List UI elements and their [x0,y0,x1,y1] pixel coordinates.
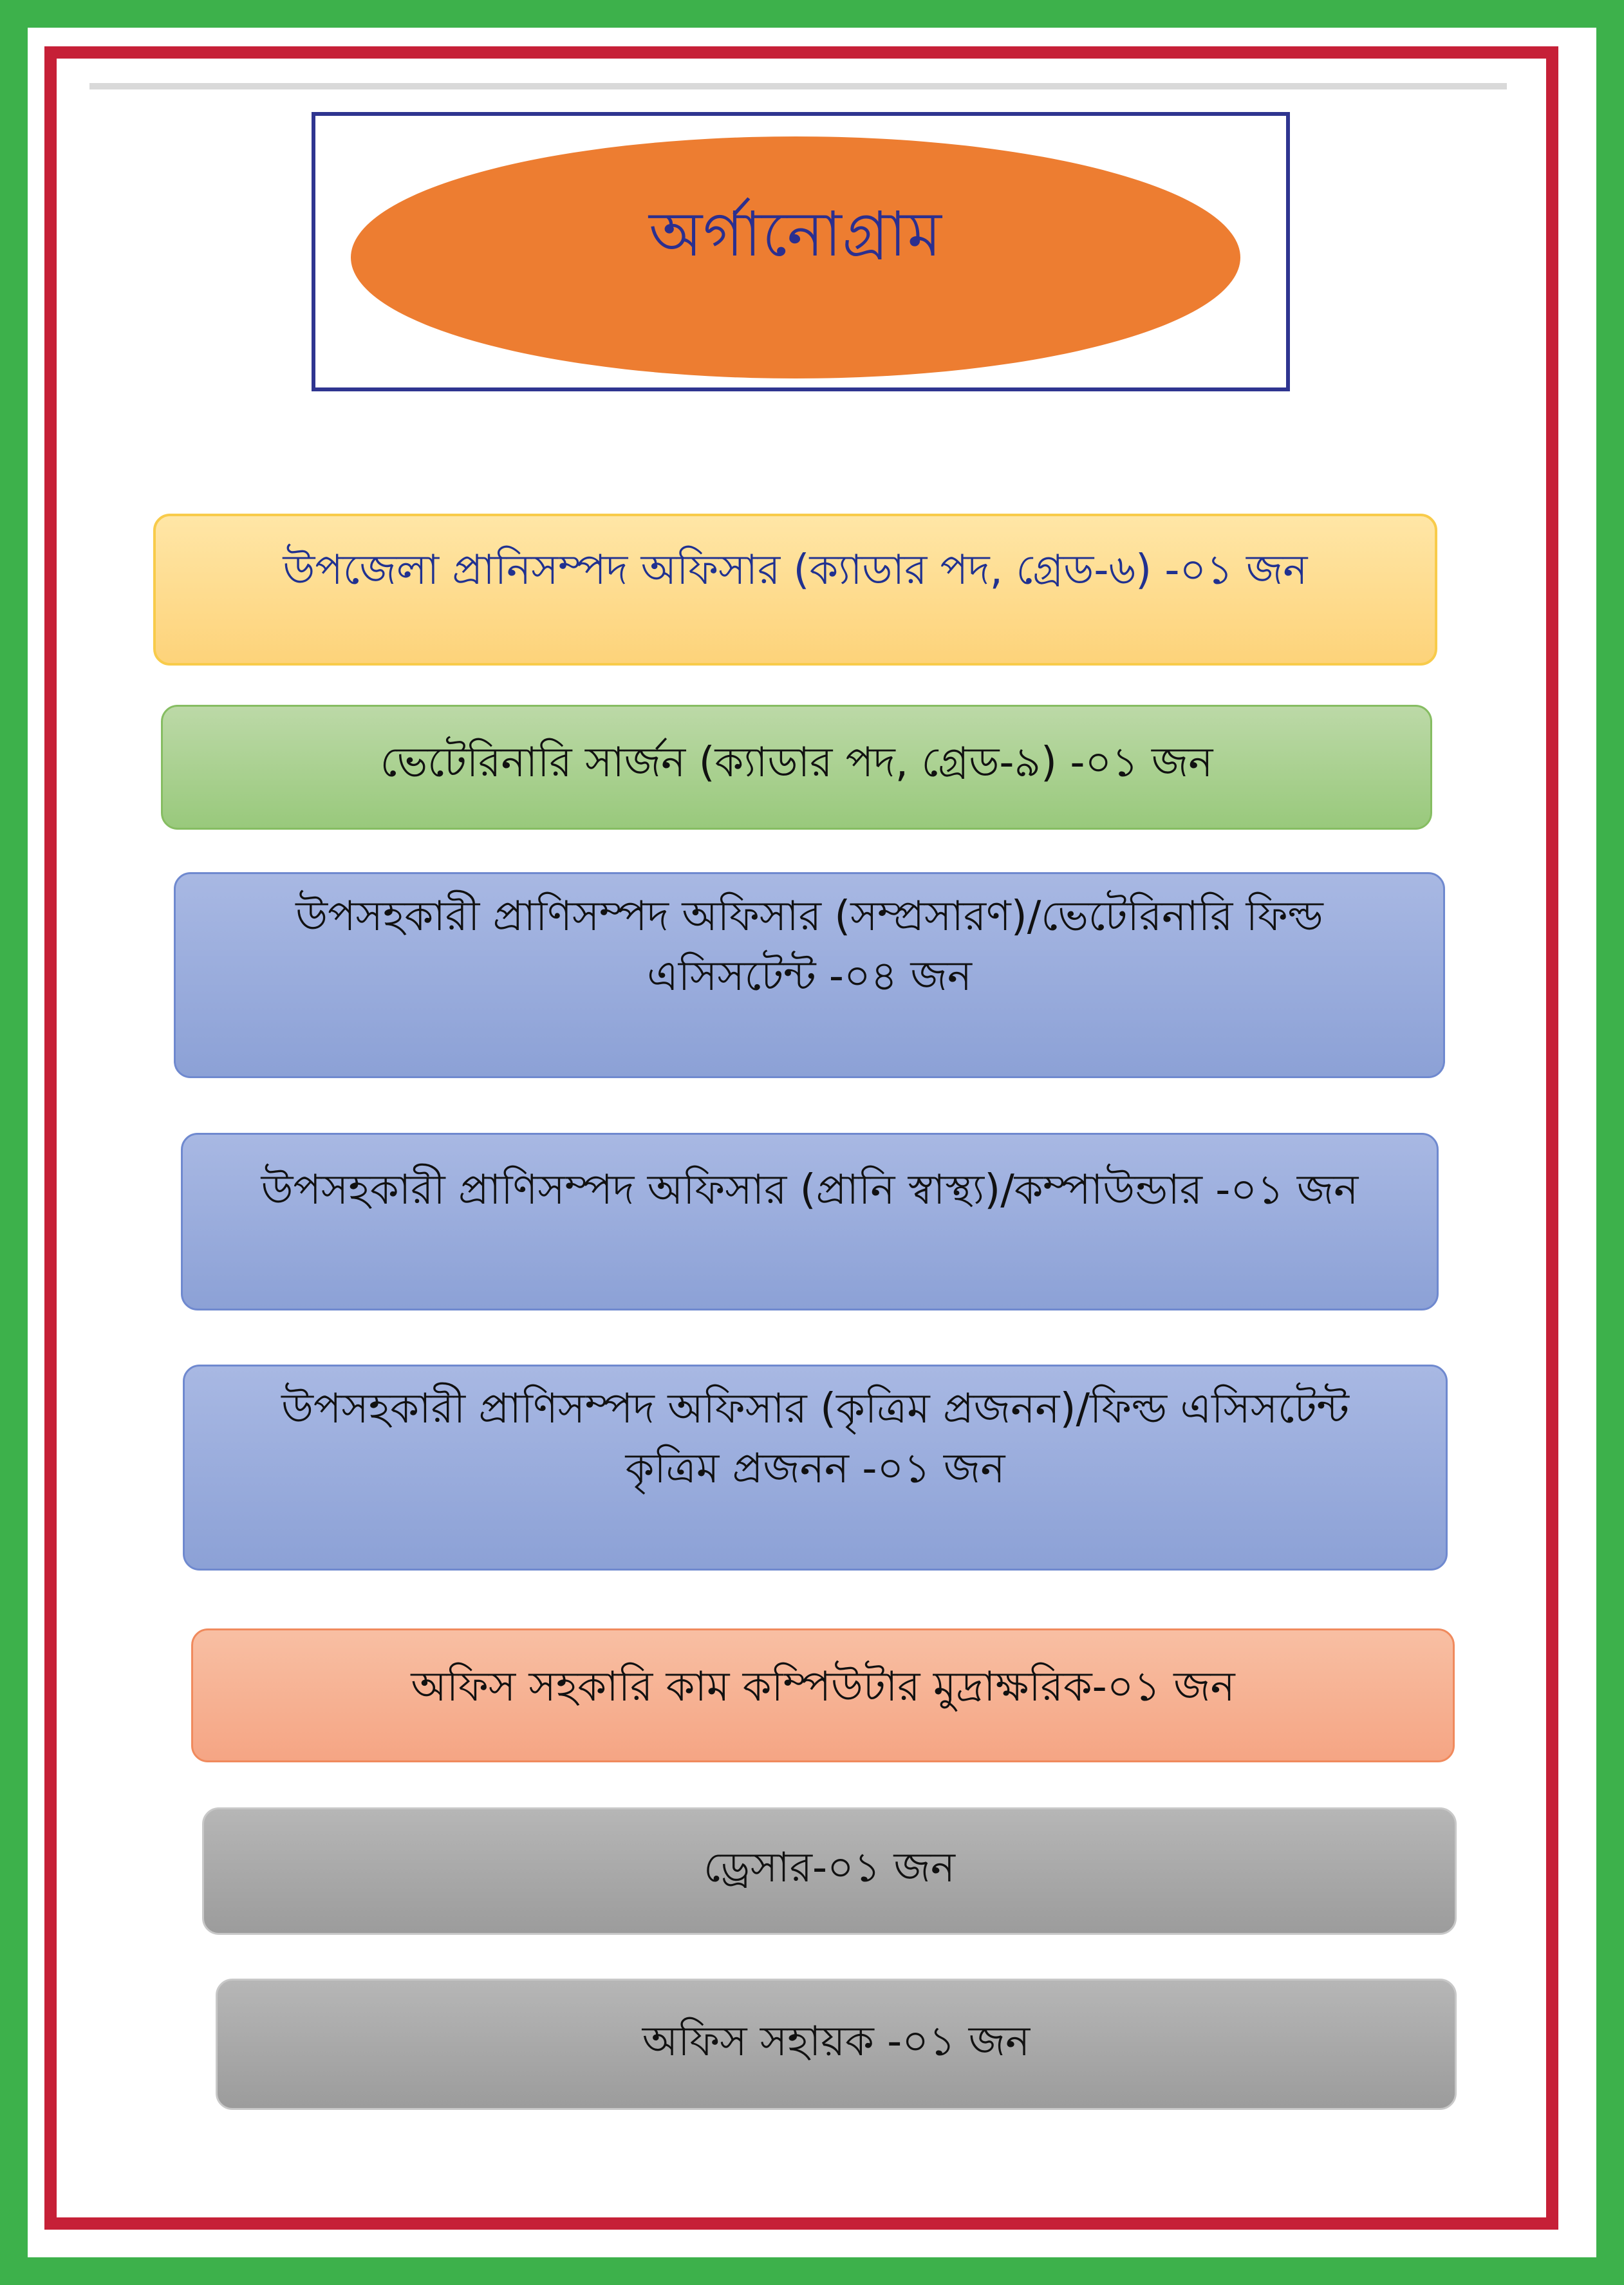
title-ellipse [351,136,1240,378]
node-label-line1: উপসহকারী প্রাণিসম্পদ অফিসার (সম্প্রসারণ)/ভেটেরিনারি ফিল্ড [295,893,1323,940]
page-title: অর্গানোগ্রাম [649,198,942,270]
node-label: ভেটেরিনারি সার্জন (ক্যাডার পদ, গ্রেড-৯) -০১ জন [380,738,1213,787]
node-label-line2: কৃত্রিম প্রজনন -০১ জন [625,1444,1005,1493]
node-label: অফিস সহায়ক -০১ জন [642,2017,1031,2066]
top-divider-line [89,83,1507,89]
node-veterinary-surgeon [161,705,1432,830]
node-label: অফিস সহকারি কাম কম্পিউটার মুদ্রাক্ষরিক-০১ জন [411,1663,1235,1711]
node-upazila-livestock-officer [153,514,1437,666]
node-assistant-officer-ai [183,1365,1448,1571]
node-assistant-officer-extension [174,872,1445,1078]
node-office-assistant-typist [191,1628,1455,1762]
node-label: উপসহকারী প্রাণিসম্পদ অফিসার (প্রানি স্বাস্থ্য)/কম্পাউন্ডার -০১ জন [261,1166,1359,1214]
node-dresser [202,1807,1457,1935]
node-label: ড্রেসার-০১ জন [704,1843,955,1892]
node-label-line1: উপসহকারী প্রাণিসম্পদ অফিসার (কৃত্রিম প্রজনন)/ফিল্ড এসিসটেন্ট [281,1385,1349,1433]
node-label-line2: এসিসটেন্ট -০৪ জন [647,952,972,1000]
node-label: উপজেলা প্রানিসম্পদ অফিসার (ক্যাডার পদ, গ্রেড-৬) -০১ জন [283,546,1308,594]
node-assistant-officer-health [181,1133,1439,1310]
node-office-helper [216,1979,1457,2110]
